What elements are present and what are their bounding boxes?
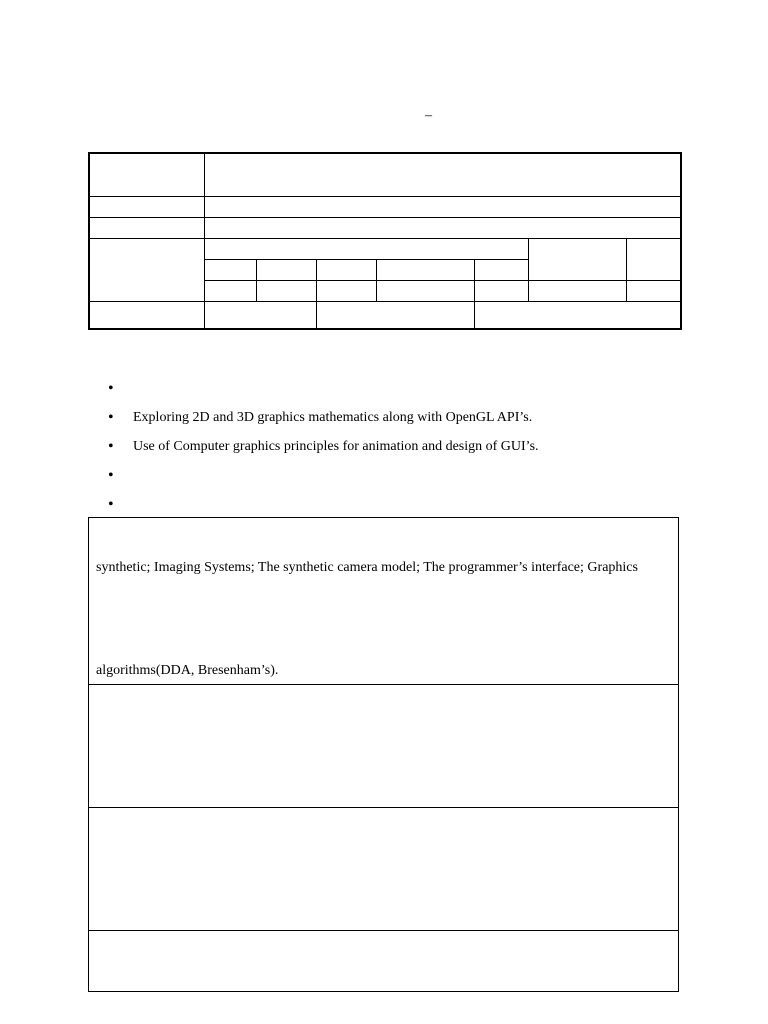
hours-value-cell xyxy=(474,280,528,301)
exam-value-cell xyxy=(474,301,681,329)
module-2-box xyxy=(88,684,679,807)
list-item: • Exploring 2D and 3D graphics mathematics along with OpenGL API’s. xyxy=(108,403,539,432)
credits-header-cell xyxy=(528,238,626,280)
hours-value-cell xyxy=(376,280,474,301)
module-4-box xyxy=(88,930,679,992)
info-value-cell xyxy=(204,217,681,238)
marks-value-cell xyxy=(626,280,681,301)
course-title-cell xyxy=(204,153,681,196)
course-objectives-list xyxy=(108,374,539,519)
course-code-label-cell xyxy=(89,153,204,196)
module-1-box xyxy=(88,517,679,684)
course-info-table xyxy=(88,152,682,330)
exam-value-cell xyxy=(204,301,316,329)
hours-value-cell xyxy=(316,280,376,301)
exam-value-cell xyxy=(316,301,474,329)
info-value-cell xyxy=(204,196,681,217)
module-3-box xyxy=(88,807,679,930)
title-dash: – xyxy=(425,108,432,123)
hours-subheader-cell xyxy=(474,259,528,280)
list-item xyxy=(108,461,539,490)
module-1-text-line: algorithms(DDA, Bresenham’s). xyxy=(96,663,279,678)
hours-header-cell xyxy=(204,238,528,259)
hours-subheader-cell xyxy=(204,259,256,280)
hours-value-cell xyxy=(204,280,256,301)
info-label-cell xyxy=(89,196,204,217)
hours-label-cell xyxy=(89,238,204,301)
module-1-text-line: synthetic; Imaging Systems; The synthetic camera model; The programmer’s interface; Graphics xyxy=(96,560,638,575)
hours-value-cell xyxy=(256,280,316,301)
marks-header-cell xyxy=(626,238,681,280)
exam-label-cell xyxy=(89,301,204,329)
list-item xyxy=(108,374,539,403)
info-label-cell xyxy=(89,217,204,238)
credits-value-cell xyxy=(528,280,626,301)
list-item: • Use of Computer graphics principles for animation and design of GUI’s. xyxy=(108,432,539,461)
hours-subheader-cell xyxy=(376,259,474,280)
hours-subheader-cell xyxy=(316,259,376,280)
list-item xyxy=(108,490,539,519)
hours-subheader-cell xyxy=(256,259,316,280)
